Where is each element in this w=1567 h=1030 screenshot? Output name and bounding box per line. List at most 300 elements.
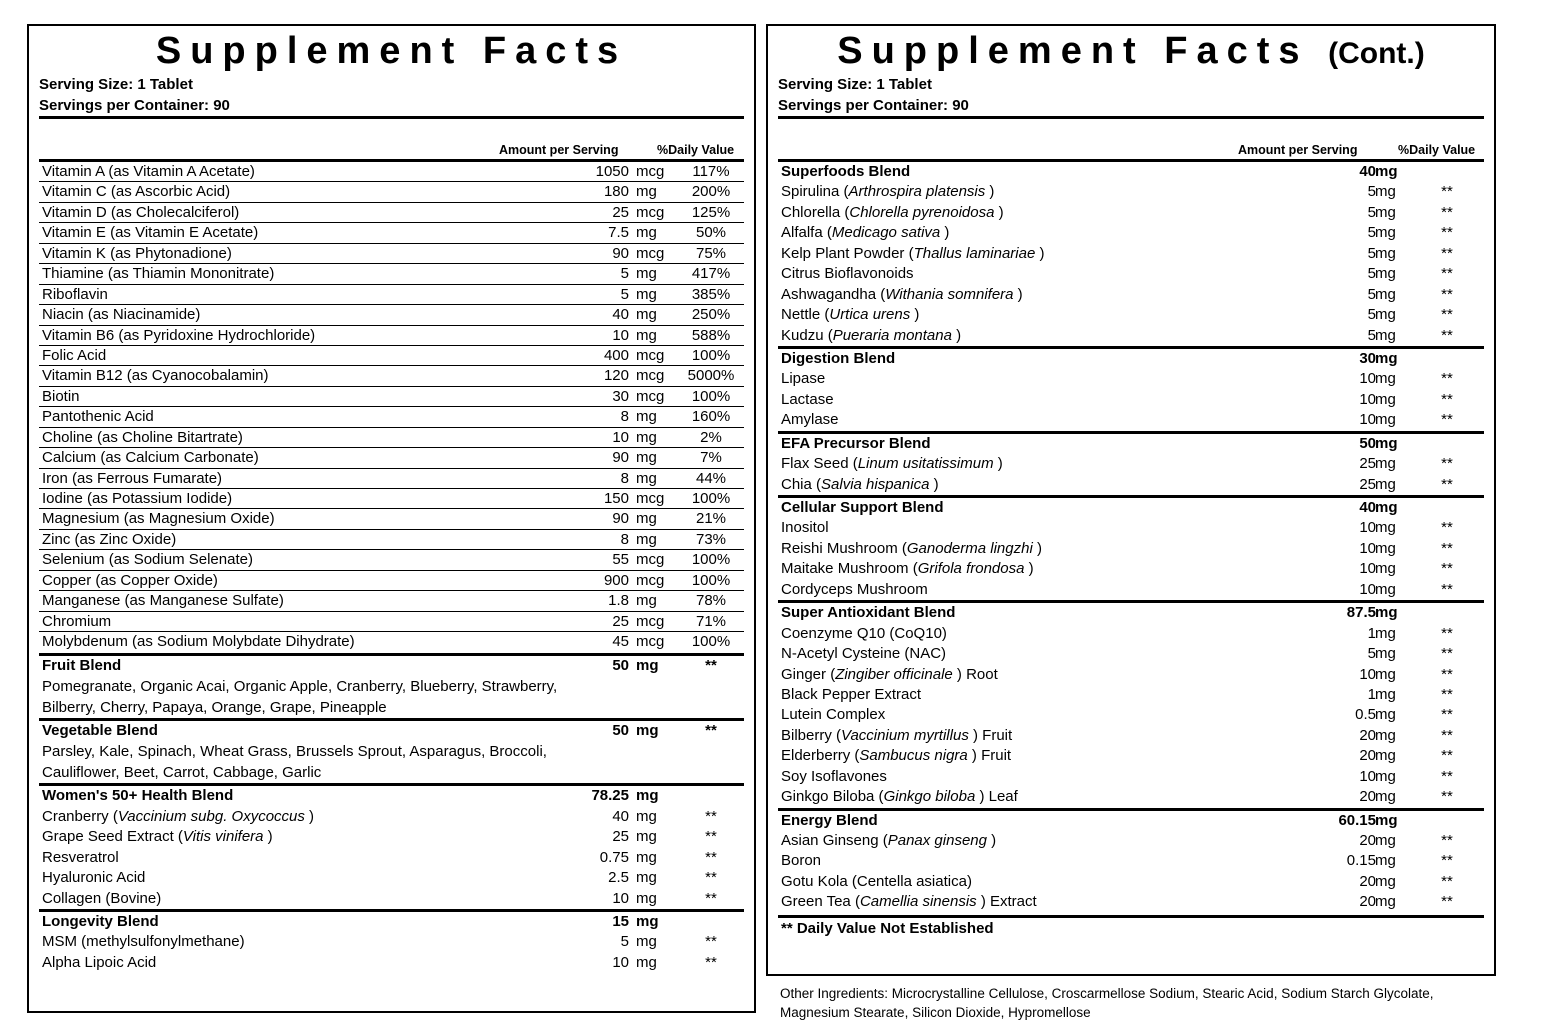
ingredient-suffix: ) [940,224,950,242]
ingredient-common-name: Bilberry ( [781,726,842,744]
unit: mcg [636,387,665,405]
amount: 90 [612,510,629,528]
ingredient-suffix: ) Fruit [967,747,1012,765]
ingredient-name: Calcium (as Calcium Carbonate) [42,449,259,467]
ingredient-common-name: Ginkgo Biloba ( [781,788,884,806]
ingredient-common-name: Chia ( [781,475,822,493]
amount: 20 [1359,747,1376,765]
ingredient-suffix: ) [994,203,1004,221]
blend-list [778,162,1484,913]
footnote: ** Daily Value Not Established [778,915,1484,940]
blend-name: Fruit Blend [42,656,122,674]
ingredient-name [781,203,1004,223]
amount: 5 [1367,265,1376,283]
ingredient-latin-name: Sambucus nigra [859,747,968,765]
unit: mg [636,510,657,528]
ingredient-name: Resveratrol [42,848,119,866]
daily-value: ** [1441,370,1453,388]
unit: mg [1375,645,1396,663]
blend-ingredients-line: Parsley, Kale, Spinach, Wheat Grass, Brussels Sprout, Asparagus, Broccoli, [42,743,547,761]
unit: mg [1375,285,1396,303]
ingredient-name [781,305,919,325]
vitamin-row [39,489,744,509]
unit: mcg [636,163,665,180]
amount: 40 [612,306,629,324]
ingredient-name [781,665,998,685]
unit: mg [1375,163,1398,180]
ingredient-common-name: Green Tea ( [781,893,860,911]
ingredient-name: Zinc (as Zinc Oxide) [42,530,177,548]
amount: 25 [612,203,629,221]
daily-value: ** [1441,645,1453,663]
ingredient-row [778,305,1484,325]
daily-value: ** [705,848,717,866]
ingredient-latin-name: Zingiber officinale [835,665,953,683]
ingredient-name [781,182,994,202]
amount: 90 [612,449,629,467]
ingredient-latin-name: Camellia sinensis [859,893,977,911]
daily-value: ** [705,828,717,846]
daily-value: ** [705,953,717,971]
unit: mcg [636,571,665,589]
ingredient-suffix: ) [1035,244,1045,262]
daily-value: ** [1441,624,1453,642]
ingredient-latin-name: Vaccinium subg. Oxycoccus [117,807,305,825]
ingredient-name: Cordyceps Mushroom [781,580,928,598]
amount: 5 [620,265,629,283]
blend-header-row [778,603,1484,623]
ingredient-name: MSM (methylsulfonylmethane) [42,933,245,951]
amount: 40 [1359,499,1376,516]
ingredient-common-name: Spirulina ( [781,183,849,201]
ingredient-name: Black Pepper Extract [781,685,922,703]
amount: 60.15 [1338,811,1376,829]
ingredient-latin-name: Panax ginseng [887,832,987,849]
amount: 10 [1359,580,1376,598]
daily-value: 125% [691,203,731,221]
daily-value: 75% [695,244,727,262]
ingredient-name [781,285,1023,305]
blend-name: Women's 50+ Health Blend [42,787,234,805]
ingredient-row [778,539,1484,559]
unit: mg [636,869,657,887]
ingredient-latin-name: Linum usitatissimum [857,455,994,473]
vitamin-row [39,571,744,591]
ingredient-row [778,475,1484,495]
unit: mg [1375,872,1396,890]
ingredient-latin-name: Urtica urens [829,306,911,324]
ingredient-row [39,868,744,888]
amount: 50 [1359,434,1376,452]
vitamin-row [39,285,744,305]
unit: mg [636,469,657,487]
daily-value: 117% [692,163,730,180]
blend-header-row [778,162,1484,182]
blend-section [778,495,1484,600]
blend-name: Longevity Blend [42,913,159,930]
ingredient-row [778,746,1484,766]
vitamin-row [39,244,744,264]
vitamin-row [39,182,744,202]
amount: 20 [1359,872,1376,890]
ingredient-name: Iodine (as Potassium Iodide) [42,490,233,507]
ingredient-name: Vitamin B12 (as Cyanocobalamin) [42,367,269,385]
daily-value: 44% [695,469,727,487]
unit: mg [1375,852,1396,870]
amount: 5 [620,285,629,303]
ingredient-latin-name: Medicago sativa [831,224,941,242]
blend-section [778,346,1484,431]
ingredient-name [781,326,961,346]
daily-value: ** [1441,475,1453,493]
ingredient-common-name: Kelp Plant Powder ( [781,244,914,262]
ingredient-name: Boron [781,852,822,870]
ingredient-name [42,827,273,847]
ingredient-name [781,475,939,495]
ingredient-suffix: ) [951,326,962,344]
serving-size: Serving Size: 1 Tablet [778,76,932,93]
unit: mg [1375,726,1396,744]
ingredient-name: Vitamin A (as Vitamin A Acetate) [42,163,255,180]
ingredient-common-name: Cranberry ( [42,807,118,825]
daily-value: ** [1441,265,1453,283]
ingredient-suffix: ) [985,183,995,201]
amount: 10 [612,326,629,344]
ingredient-name [781,787,1018,807]
amount: 2.5 [608,869,629,887]
daily-value: 160% [691,408,731,426]
ingredient-latin-name: Vitis vinifera [182,828,264,846]
ingredient-common-name: Alfalfa ( [781,224,832,242]
vitamin-row [39,612,744,632]
amount: 0.15 [1346,852,1376,870]
amount: 1.8 [608,592,629,610]
vitamin-list [39,162,744,653]
daily-value: ** [1441,893,1453,911]
unit: mg [1375,455,1396,473]
ingredient-latin-name: Grifola frondosa [917,560,1025,578]
unit: mg [636,787,659,805]
vitamin-row [39,530,744,550]
blend-header-row [39,656,744,676]
ingredient-suffix: ) [1024,560,1034,578]
ingredient-name [781,223,949,243]
ingredient-suffix: ) [1013,285,1023,303]
blend-section [39,718,744,783]
daily-value: ** [1441,560,1453,578]
ingredient-row [778,872,1484,892]
amount: 5 [620,933,629,951]
unit: mg [1375,706,1396,724]
daily-value: 100% [691,490,731,507]
daily-value: ** [1441,390,1453,408]
unit: mcg [636,367,665,385]
ingredient-name [781,454,1003,474]
daily-value: 250% [691,306,731,324]
amount: 10 [1359,411,1376,429]
ingredient-latin-name: Withania somnifera [885,285,1014,303]
ingredient-name [781,872,972,892]
daily-value: 100% [691,551,731,569]
amount: 25 [1359,455,1376,473]
ingredient-latin-name: Pueraria montana [832,326,952,344]
ingredient-name: Magnesium (as Magnesium Oxide) [42,510,275,528]
ingredient-latin-name: Ganoderma lingzhi [906,539,1033,557]
ingredient-row [778,326,1484,346]
unit: mg [1375,390,1396,408]
amount: 1 [1367,624,1376,642]
unit: mg [1375,244,1396,262]
unit: mcg [636,633,665,651]
title-text: Supplement Facts [837,30,1309,72]
panel-title: Supplement Facts [155,30,628,72]
ingredient-row [778,580,1484,600]
unit: mg [636,592,657,610]
daily-value: 2% [700,428,722,446]
unit: mg [636,183,657,201]
daily-value: ** [1441,580,1453,598]
daily-value: ** [1441,539,1453,557]
daily-value: ** [1441,726,1453,744]
ingredient-name: Soy Isoflavones [781,767,887,785]
blend-section [778,808,1484,913]
ingredient-common-name: Maitake Mushroom ( [781,560,918,578]
daily-value: 385% [691,285,731,303]
amount: 40 [612,807,629,825]
daily-value: 73% [695,530,727,548]
amount: 10 [1359,560,1376,578]
blend-header-row [778,434,1484,454]
blend-ingredients-line: Bilberry, Cherry, Papaya, Orange, Grape, Pineapple [42,698,387,716]
unit: mg [636,828,657,846]
unit: mcg [636,346,665,364]
blend-list [39,653,744,974]
unit: mg [636,265,657,283]
ingredient-name: Vitamin D (as Cholecalciferol) [42,203,240,221]
unit: mg [1375,624,1396,642]
vitamin-row [39,509,744,529]
amount: 10 [1359,390,1376,408]
amount: 0.75 [599,848,629,866]
amount: 55 [612,551,629,569]
ingredient-name: Coenzyme Q10 (CoQ10) [781,624,947,642]
ingredient-name: Folic Acid [42,346,107,364]
ingredient-common-name: Nettle ( [781,306,830,324]
amount: 180 [603,183,629,201]
ingredient-row [39,807,744,827]
unit: mg [1375,580,1396,598]
daily-value: 417% [691,265,731,283]
daily-value: ** [705,721,717,739]
ingredient-row [778,410,1484,430]
daily-value: ** [1441,326,1453,344]
ingredient-common-name: Elderberry ( [781,747,860,765]
ingredient-row [778,851,1484,871]
vitamin-row [39,428,744,448]
ingredient-suffix: ) Fruit [968,726,1013,744]
ingredient-name: Amylase [781,411,839,429]
unit: mg [1375,893,1396,911]
blend-name: Vegetable Blend [42,721,158,739]
panel-title [778,28,1484,74]
blend-section [39,653,744,718]
ingredient-name: Choline (as Choline Bitartrate) [42,428,243,446]
ingredient-latin-name: Thallus laminariae [913,244,1036,262]
daily-value: ** [705,889,717,907]
amount: 8 [620,469,629,487]
unit: mg [636,326,657,344]
vitamin-row [39,264,744,284]
unit: mg [1375,685,1396,703]
daily-value: 100% [691,571,731,589]
amount: 10 [1359,370,1376,388]
unit: mcg [636,551,665,569]
unit: mg [1375,349,1398,367]
amount: 150 [603,490,629,507]
ingredient-row [778,644,1484,664]
amount: 87.5 [1346,604,1376,622]
daily-value: ** [1441,183,1453,201]
ingredient-row [778,892,1484,912]
daily-value: ** [1441,788,1453,806]
ingredient-row [778,203,1484,223]
unit: mg [1375,203,1396,221]
blend-section [778,600,1484,807]
unit: mg [1375,326,1396,344]
unit: mg [1375,434,1398,452]
unit: mg [1375,519,1396,537]
amount: 8 [620,408,629,426]
ingredient-name: Biotin [42,387,80,405]
title-suffix: (Cont.) [1328,37,1425,70]
unit: mg [636,428,657,446]
amount: 50 [612,721,629,739]
unit: mg [636,889,657,907]
vitamin-row [39,469,744,489]
ingredient-row [778,454,1484,474]
ingredient-row [39,889,744,909]
amount: 5 [1367,285,1376,303]
amount: 1050 [595,163,629,180]
blend-header-row [778,498,1484,518]
daily-value: ** [705,933,717,951]
blend-section [39,783,744,909]
amount: 5 [1367,203,1376,221]
ingredient-row [778,726,1484,746]
column-header [778,139,1484,162]
ingredient-latin-name: Vaccinium myrtillus [841,726,969,744]
unit: mg [1375,832,1396,849]
ingredient-common-name: Flax Seed ( [781,455,858,473]
blend-name: Super Antioxidant Blend [781,604,956,622]
blend-name: Cellular Support Blend [781,499,944,516]
ingredient-latin-name: Arthrospira platensis [848,183,986,201]
unit: mg [636,285,657,303]
unit: mg [1375,767,1396,785]
ingredient-suffix: ) [929,475,939,493]
blend-section [778,431,1484,495]
ingredient-name: Collagen (Bovine) [42,889,162,907]
unit: mg [1375,183,1396,201]
serving-size: Serving Size: 1 Tablet [39,76,193,93]
ingredient-name: Vitamin E (as Vitamin E Acetate) [42,224,259,242]
vitamin-row [39,550,744,570]
amount: 20 [1359,832,1376,849]
daily-value: 588% [691,326,731,344]
amount: 5 [1367,224,1376,242]
ingredient-suffix: ) [263,828,273,846]
ingredient-suffix: ) [986,832,997,849]
unit: mg [636,953,657,971]
ingredient-common-name: Ashwagandha ( [781,285,886,303]
ingredient-row [778,665,1484,685]
ingredient-row [39,848,744,868]
blend-header-row [39,721,744,741]
amount: 25 [1359,475,1376,493]
ingredient-row [778,559,1484,579]
unit: mg [636,656,659,674]
daily-value: ** [1441,832,1453,849]
amount: 5 [1367,326,1376,344]
unit: mg [1375,224,1396,242]
ingredient-latin-name: Chlorella pyrenoidosa [849,203,995,221]
blend-header-row [778,811,1484,831]
vitamin-row [39,387,744,407]
ingredient-row [778,685,1484,705]
amount: 10 [1359,519,1376,537]
amount: 120 [603,367,629,385]
amount: 30 [612,387,629,405]
amount: 10 [1359,539,1376,557]
amount: 78.25 [591,787,629,805]
blend-header-row [778,349,1484,369]
daily-value: ** [1441,767,1453,785]
unit: mg [1375,604,1398,622]
ingredient-name: Selenium (as Sodium Selenate) [42,551,253,569]
blend-ingredients-line: Pomegranate, Organic Acai, Organic Apple, Cranberry, Blueberry, Strawberry, [42,677,558,695]
daily-value: ** [705,656,717,674]
ingredient-name: Iron (as Ferrous Fumarate) [42,469,223,487]
amount: 8 [620,530,629,548]
ingredient-suffix: ) Extract [976,893,1037,911]
amount: 1 [1367,685,1376,703]
unit: mg [1375,788,1396,806]
amount-header: Amount per Serving [1238,143,1358,157]
ingredient-suffix: ) Leaf [975,788,1018,806]
daily-value: 200% [691,183,731,201]
unit: mg [636,848,657,866]
vitamin-row [39,305,744,325]
daily-value: 100% [691,346,731,364]
unit: mg [1375,811,1398,829]
servings-per-container: Servings per Container: 90 [39,95,744,119]
amount: 10 [612,953,629,971]
ingredient-row [778,767,1484,787]
daily-value: 7% [700,449,722,467]
ingredient-name [781,892,1037,912]
unit: mg [1375,306,1396,324]
ingredient-row [39,932,744,952]
ingredient-name: Riboflavin [42,285,108,303]
daily-value: ** [1441,519,1453,537]
daily-value: 21% [695,510,727,528]
amount: 20 [1359,726,1376,744]
vitamin-row [39,448,744,468]
ingredient-row [778,369,1484,389]
unit: mcg [636,490,665,507]
blend-section [778,162,1484,346]
amount: 400 [603,346,629,364]
